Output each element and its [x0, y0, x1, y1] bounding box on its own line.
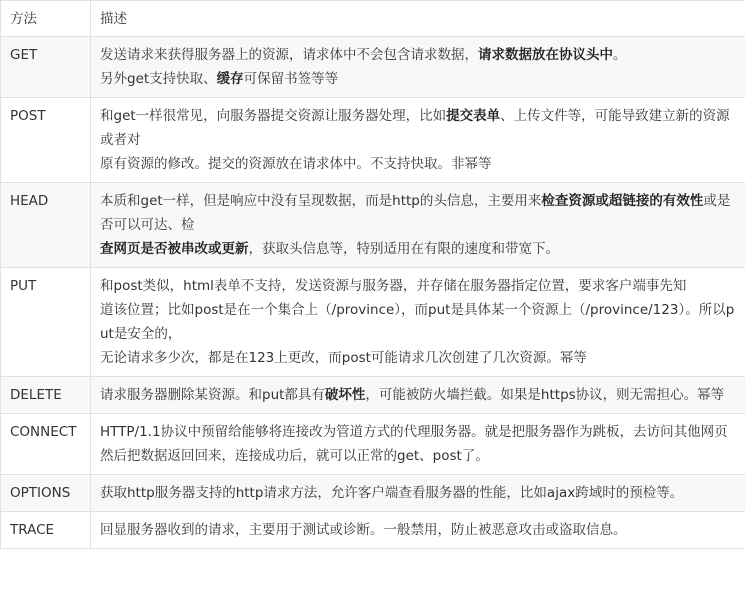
description-line [100, 518, 736, 542]
emphasis-text: 缓存 [216, 71, 244, 87]
emphasis-text: 提交表单 [446, 108, 501, 124]
method-cell: DELETE [1, 377, 91, 414]
table-row [1, 268, 745, 377]
description-text: 和get一样很常见，向服务器提交资源让服务器处理，比如 [100, 108, 447, 124]
description-line [100, 104, 736, 152]
emphasis-text: 查网页是否被串改或更新 [100, 241, 249, 257]
description-text: ，可能被防火墙拦截。如果是https协议，则无需担心。幂等 [365, 387, 725, 403]
description-line [100, 237, 736, 261]
description-line [100, 67, 736, 91]
description-text: 发送请求来获得服务器上的资源，请求体中不会包含请求数据， [100, 47, 478, 63]
description-line [100, 189, 736, 237]
description-text: 、上传文件等，可能导致建立新的资源或者对 [100, 108, 730, 148]
method-cell: CONNECT [1, 414, 91, 475]
description-text: 和post类似，html表单不支持，发送资源与服务器，并存储在服务器指定位置，要求客户端事先知 [100, 278, 687, 294]
description-line [100, 383, 736, 407]
description-line [100, 298, 736, 346]
description-cell [91, 37, 745, 98]
description-line [100, 346, 736, 370]
table-row [1, 414, 745, 475]
method-cell: GET [1, 37, 91, 98]
description-line [100, 152, 736, 176]
table-row [1, 183, 745, 268]
description-text: 本质和get一样，但是响应中没有呈现数据，而是http的头信息，主要用来 [100, 193, 542, 209]
description-text: 或是否可以可达、检 [100, 193, 731, 233]
header-description: 描述 [91, 1, 745, 37]
table-row [1, 512, 745, 549]
description-cell [91, 475, 745, 512]
emphasis-text: 破坏性 [324, 387, 366, 403]
description-line [100, 444, 736, 468]
description-cell [91, 183, 745, 268]
table-row [1, 475, 745, 512]
description-text: HTTP/1.1协议中预留给能够将连接改为管道方式的代理服务器。就是把服务器作为跳板，去访问其他网页 [100, 424, 728, 440]
description-line [100, 481, 736, 505]
description-text: 回显服务器收到的请求，主要用于测试或诊断。一般禁用，防止被恶意攻击或盗取信息。 [100, 522, 627, 538]
description-text: 无论请求多少次，都是在123上更改，而post可能请求几次创建了几次资源。幂等 [100, 350, 587, 366]
description-text: 可保留书签等等 [243, 71, 339, 87]
description-text: 原有资源的修改。提交的资源放在请求体中。不支持快取。非幂等 [100, 156, 492, 172]
method-cell: TRACE [1, 512, 91, 549]
description-text: 道该位置；比如post是在一个集合上（/province），而put是具体某一个资源上（/province/123）。所以put是安全的， [100, 302, 735, 342]
description-cell [91, 268, 745, 377]
method-cell: POST [1, 98, 91, 183]
emphasis-text: 检查资源或超链接的有效性 [541, 193, 704, 209]
table-row [1, 37, 745, 98]
description-line [100, 274, 736, 298]
description-cell [91, 98, 745, 183]
method-cell: OPTIONS [1, 475, 91, 512]
description-cell [91, 512, 745, 549]
table-row [1, 377, 745, 414]
description-text: ，获取头信息等，特别适用在有限的速度和带宽下。 [248, 241, 559, 257]
description-line [100, 43, 736, 67]
table-row [1, 98, 745, 183]
table-body [1, 37, 745, 549]
emphasis-text: 请求数据放在协议头中 [478, 47, 613, 63]
description-text: 另外get支持快取、 [100, 71, 217, 87]
description-line [100, 420, 736, 444]
description-text: 请求服务器删除某资源。和put都具有 [100, 387, 325, 403]
description-text: 。 [613, 47, 627, 63]
method-cell: PUT [1, 268, 91, 377]
description-cell [91, 377, 745, 414]
table-header-row [1, 1, 745, 37]
description-cell [91, 414, 745, 475]
header-method: 方法 [1, 1, 91, 37]
method-cell: HEAD [1, 183, 91, 268]
description-text: 然后把数据返回回来，连接成功后，就可以正常的get、post了。 [100, 448, 489, 464]
description-text: 获取http服务器支持的http请求方法，允许客户端查看服务器的性能，比如ajax跨域时的预检等。 [100, 485, 684, 501]
